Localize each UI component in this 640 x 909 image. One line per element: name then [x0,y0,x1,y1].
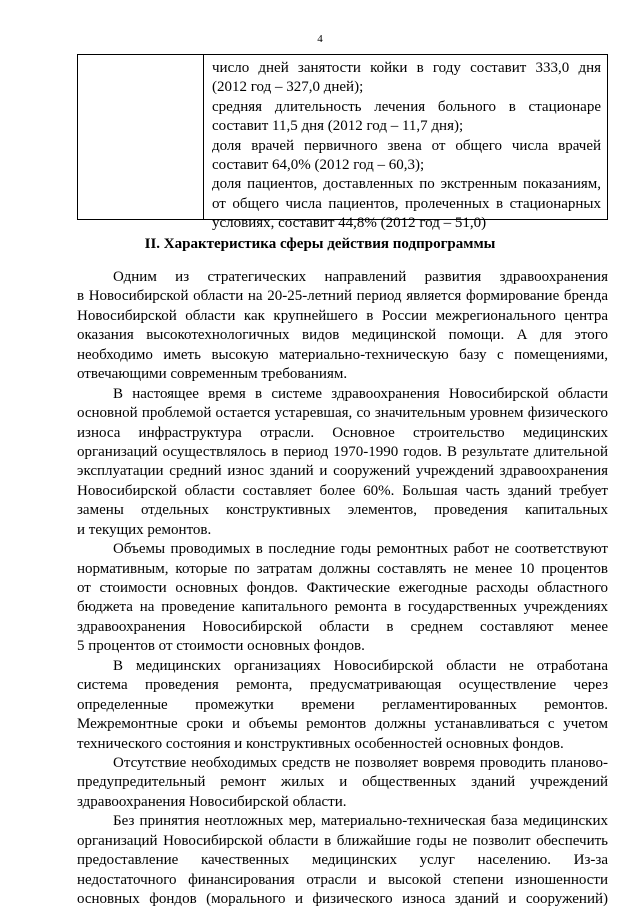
paragraph-line: недостаточного финансирования отрасли и высокой степени изношенности [77,871,608,888]
paragraph-line: нормативным, которые по затратам должны составлять не менее 10 процентов [77,560,608,577]
table-empty-cell [78,55,204,219]
paragraph-line: В медицинских организациях Новосибирской области не отработана [113,657,608,674]
paragraph-line: система проведения ремонта, предусматривающая осуществление через [77,677,608,694]
paragraph-line: основных фондов (морального и физического износа зданий и сооружений) [77,891,608,907]
paragraph-line: Без принятия неотложных мер, материально-техническая база медицинских [113,813,608,830]
paragraph-line: оказания высокотехнологичных видов медицинской помощи. А для этого [77,327,608,344]
paragraph-line: Новосибирской области как крупнейшего в России межрегионального центра [77,307,608,324]
paragraph-line: В настоящее время в системе здравоохранения Новосибирской области [113,385,608,402]
paragraph-line: отвечающими современным требованиям. [77,366,348,383]
paragraph-line: бюджета на проведение капитального ремонта в государственных учреждениях [77,599,608,616]
table-cell-line: доля пациентов, доставленных по экстренным показаниям, [212,176,601,193]
page-number: 4 [317,33,323,45]
paragraph-line: предупредительный ремонт жилых и общественных зданий учреждений [77,774,608,791]
paragraph-line: износа инфраструктура отрасли. Основное строительство медицинских [77,424,608,441]
paragraph-line: 5 процентов от стоимости основных фондов. [77,638,365,655]
paragraph-line: здравоохранения Новосибирской области. [77,793,347,810]
section-title: II. Характеристика сферы действия подпрограммы [144,236,496,252]
paragraph-line: организаций осуществлялось в период 1970-1990 годов. В результате длительной [77,443,608,460]
paragraph-line: от стоимости основных фондов. Фактические ежегодные расходы областного [77,580,608,596]
paragraph-line: Новосибирской области составляет более 60%. Большая часть зданий требует [77,482,608,499]
paragraph-line: и текущих ремонтов. [77,521,212,538]
table-cell-line: составит 64,0% (2012 год – 60,3); [212,157,425,174]
indicators-table [77,54,608,232]
table-cell-line: от общего числа пациентов, пролеченных в стационарных [212,195,601,212]
paragraph-line: замены отдельных конструктивных элементов, проведения капитальных [77,502,608,519]
table-cell-line: (2012 год – 327,0 дней); [212,79,364,96]
table-cell-line: условиях, составит 44,8% (2012 год – 51,0) [212,215,487,232]
paragraph-line: Одним из стратегических направлений развития здравоохранения [113,269,608,285]
paragraph-line: определенные промежутки времени регламентированных ремонтов. [77,696,608,713]
body-text [77,268,608,909]
table-cell-line: составит 11,5 дня (2012 год – 11,7 дня); [212,118,464,135]
paragraph-line: здравоохранения Новосибирской области в среднем составляют менее [77,618,608,635]
table-cell-line: доля врачей первичного звена от общего числа врачей [212,137,601,154]
paragraph-line: организаций Новосибирской области в ближайшие годы не позволит обеспечить [77,832,608,849]
paragraph-line: Межремонтные сроки и объемы ремонтов должны устанавливаться с учетом [77,716,608,733]
table-cell-line: средняя длительность лечения больного в стационаре [212,98,601,115]
paragraph-line: предоставление качественных медицинских услуг населению. Из-за [77,852,608,869]
paragraph-line: в Новосибирской области на 20-25-летний период является формирование бренда [77,288,608,305]
paragraph-line: необходимо иметь высокую материально-техническую базу с помещениями, [77,346,608,363]
paragraph-line: Отсутствие необходимых средств не позволяет вовремя проводить планово- [113,754,608,771]
table-text-cell [204,55,607,232]
paragraph-line: Объемы проводимых в последние годы ремонтных работ не соответствуют [113,541,608,558]
paragraph-line: технического состояния и конструктивных особенностей основных фондов. [77,735,564,752]
paragraph-line: эксплуатации средний износ зданий и сооружений учреждений здравоохранения [77,463,608,480]
table-cell-line: число дней занятости койки в году составит 333,0 дня [212,60,601,76]
paragraph-line: основной проблемой остается устаревшая, со значительным уровнем физического [77,405,608,422]
